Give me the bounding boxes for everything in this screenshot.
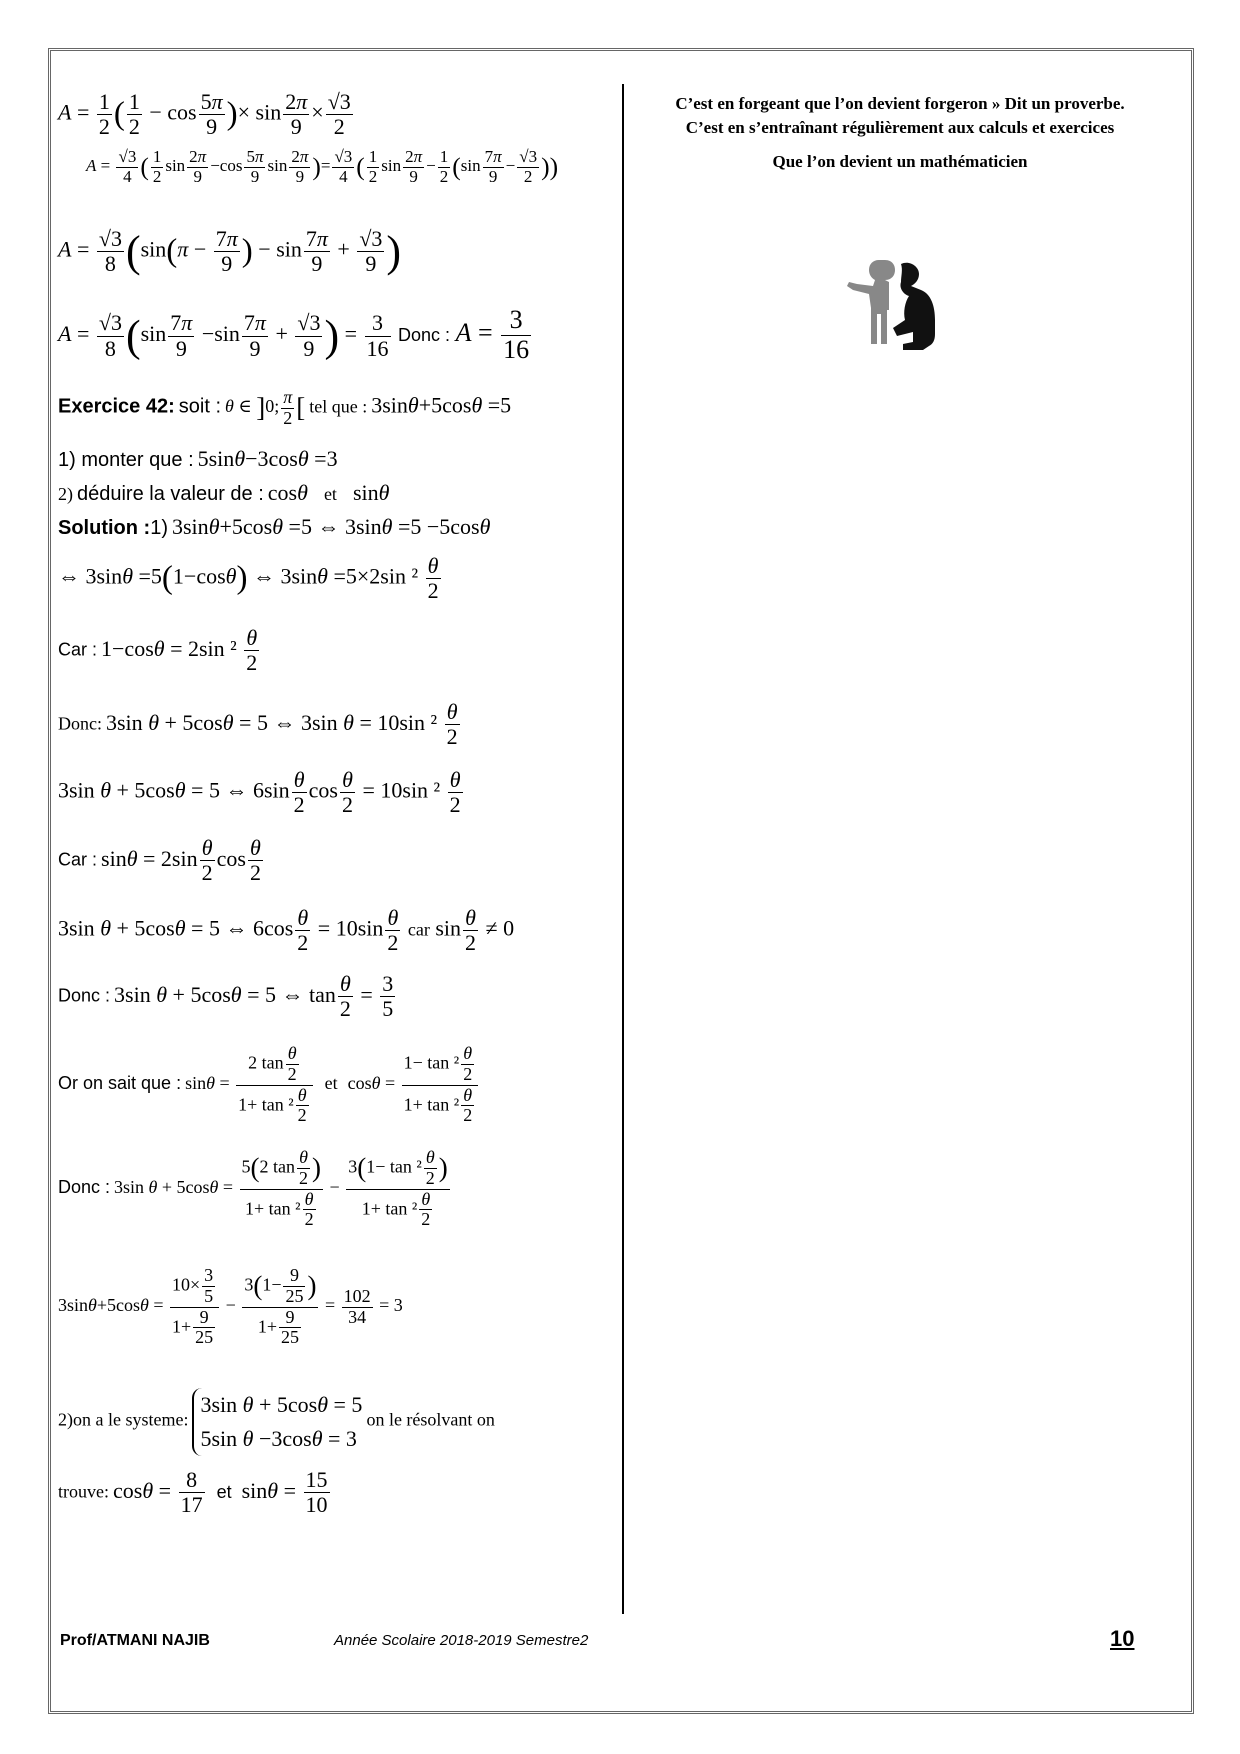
car-label: Car : xyxy=(58,639,98,660)
q1-label: 1) monter que : xyxy=(58,449,194,471)
donc-line-1: Donc: 3sin θ + 5cosθ = 5 ⇔ 3sin θ = 10sin ² $\frac{\theta}{2}$ xyxy=(58,699,458,750)
teacher-child-silhouette-icon xyxy=(845,256,955,356)
et-word: et xyxy=(323,484,337,504)
system-intro: 2)on a le systeme: xyxy=(58,1409,189,1430)
car-word: car xyxy=(407,919,430,940)
footer-author: Prof/ATMANI NAJIB xyxy=(60,1632,210,1649)
q2-label: déduire la valeur de : xyxy=(77,483,264,505)
quote-line-1: C’est en forgeant que l’on devient forgeron » Dit un proverbe. xyxy=(675,94,1125,113)
donc-label-2: Donc: xyxy=(58,713,102,734)
et-word-3: et xyxy=(216,1481,232,1502)
donc-tan-line: Donc : 3sin θ + 5cosθ = 5 ⇔ tan $\frac{\theta}{2}$ = $\frac{3}{5}$ xyxy=(58,971,394,1022)
left-column xyxy=(58,90,616,1528)
q2-number: 2) xyxy=(58,484,73,504)
numeric-verification: 3sinθ+5cosθ = 10× $\frac{3}{5}$ 1+ $\frac{9}{25}$ − 3(1− $\frac{9}{25}$ ) 1+ $\frac{9}{25}$ = $\frac{102}{34}$ = 3 xyxy=(58,1265,403,1348)
exercise-42-statement: Exercice 42: soit : θ ∈ ]0; $\frac{\pi}{2}$ [ tel que : 3sinθ+5cosθ =5 xyxy=(58,387,512,428)
trouve-label: trouve: xyxy=(58,1481,109,1502)
page-number: 10 xyxy=(1110,1626,1135,1651)
quote-line-3: Que l’on devient un mathématicien xyxy=(772,152,1028,171)
et-word-2: et xyxy=(324,1073,338,1094)
solution-number: 1) xyxy=(150,517,168,539)
car-identity-1: Car : 1−cosθ = 2sin ² $\frac{\theta}{2}$ xyxy=(58,625,258,676)
donc-label-3: Donc : xyxy=(58,985,111,1006)
tel-que: tel que : xyxy=(309,396,368,417)
resolving-text: on le résolvant on xyxy=(366,1409,495,1430)
exercise-title: Exercice 42: xyxy=(58,395,175,418)
system-line: 2)on a le systeme: 3sin θ + 5cosθ = 5 5sin θ −3cosθ = 3 on le résolvant on xyxy=(58,1388,616,1468)
solution-line1: Solution :1) 3sinθ+5cosθ =5 ⇔ 3sinθ =5 −5cosθ xyxy=(58,514,491,539)
equation-a-result: A = $\frac{√3}{8}$ (sin $\frac{7\pi}{9}$ −sin $\frac{7\pi}{9}$ + $\frac{√3}{9}$ ) = $\frac{3}{16}$ Donc : A = $\frac{3}{16}$ xyxy=(58,305,530,364)
equation-a-line2: A = $\frac{√3}{4}$ ( $\frac{1}{2}$ sin $\frac{2\pi}{9}$ −cos $\frac{5\pi}{9}$ sin $\frac{2\pi}{9}$ )= $\frac{√3}{4}$ ( $\frac{1}{2}$ sin $\frac{2\pi}{9}$ − $\frac{1}{2}$ (sin $\frac{7\pi}{9}$ − $\frac{√3}{2}$ )) xyxy=(86,147,559,186)
or-on-sait-label: Or on sait que : xyxy=(58,1073,182,1094)
footer-school-year: Année Scolaire 2018-2019 Semestre2 xyxy=(334,1632,589,1649)
tan-half-formulas: Or on sait que : sinθ = 2 tan $\frac{\theta}{2}$ 1+ tan ² $\frac{\theta}{2}$ et cosθ = 1− tan ² $\frac{\theta}{2}$ 1+ tan ² $\frac{\theta}{2}$ xyxy=(58,1038,616,1142)
final-result: trouve: cosθ = $\frac{8}{17}$ et sinθ = $\frac{15}{10}$ xyxy=(58,1467,328,1518)
column-divider xyxy=(622,84,624,1614)
donc-label: Donc : xyxy=(398,325,451,346)
solution-label: Solution : xyxy=(58,517,151,539)
equation-double-angle: 3sin θ + 5cosθ = 5 ⇔ 6sin $\frac{\theta}{2}$ cos $\frac{\theta}{2}$ = 10sin ² $\frac{\theta}{2}$ xyxy=(58,767,461,818)
quote-line-2: C’est en s’entraînant régulièrement aux calculs et exercices xyxy=(685,118,1115,137)
car-label-2: Car : xyxy=(58,849,98,870)
equation-a-line1: A = $\frac{1}{2}$ ( $\frac{1}{2}$ − cos $\frac{5\pi}{9}$ )× sin $\frac{2\pi}{9}$ × $\frac{√3}{2}$ xyxy=(58,89,351,140)
question-2: 2) déduire la valeur de : cosθ et sinθ xyxy=(58,480,390,505)
donc-label-4: Donc : xyxy=(58,1177,111,1198)
right-column xyxy=(630,92,1170,356)
question-1: 1) monter que : 5sinθ−3cosθ =3 xyxy=(58,446,338,471)
equation-cos-sin: 3sin θ + 5cosθ = 5 ⇔ 6cos $\frac{\theta}{2}$ = 10sin $\frac{\theta}{2}$ car sin $\frac{\theta}{2}$ ≠ 0 xyxy=(58,905,515,956)
solution-line2: ⇔ 3sinθ =5(1−cosθ) ⇔ 3sinθ =5×2sin ² $\frac{\theta}{2}$ xyxy=(58,553,439,604)
donc-substitution: Donc : 3sin θ + 5cosθ = 5(2 tan $\frac{\theta}{2}$ ) 1+ tan ² $\frac{\theta}{2}$ − 3(1− tan ² $\frac{\theta}{2}$ ) 1+ tan ² $\frac{\theta}{2}$ xyxy=(58,1147,448,1230)
car-identity-2: Car : sinθ = 2sin $\frac{\theta}{2}$ cos $\frac{\theta}{2}$ xyxy=(58,835,261,886)
exercise-intro: soit : xyxy=(178,395,222,418)
equation-a-line3: A = $\frac{√3}{8}$ (sin(π − $\frac{7\pi}{9}$ ) − sin $\frac{7\pi}{9}$ + $\frac{√3}{9}$ ) xyxy=(58,225,402,276)
